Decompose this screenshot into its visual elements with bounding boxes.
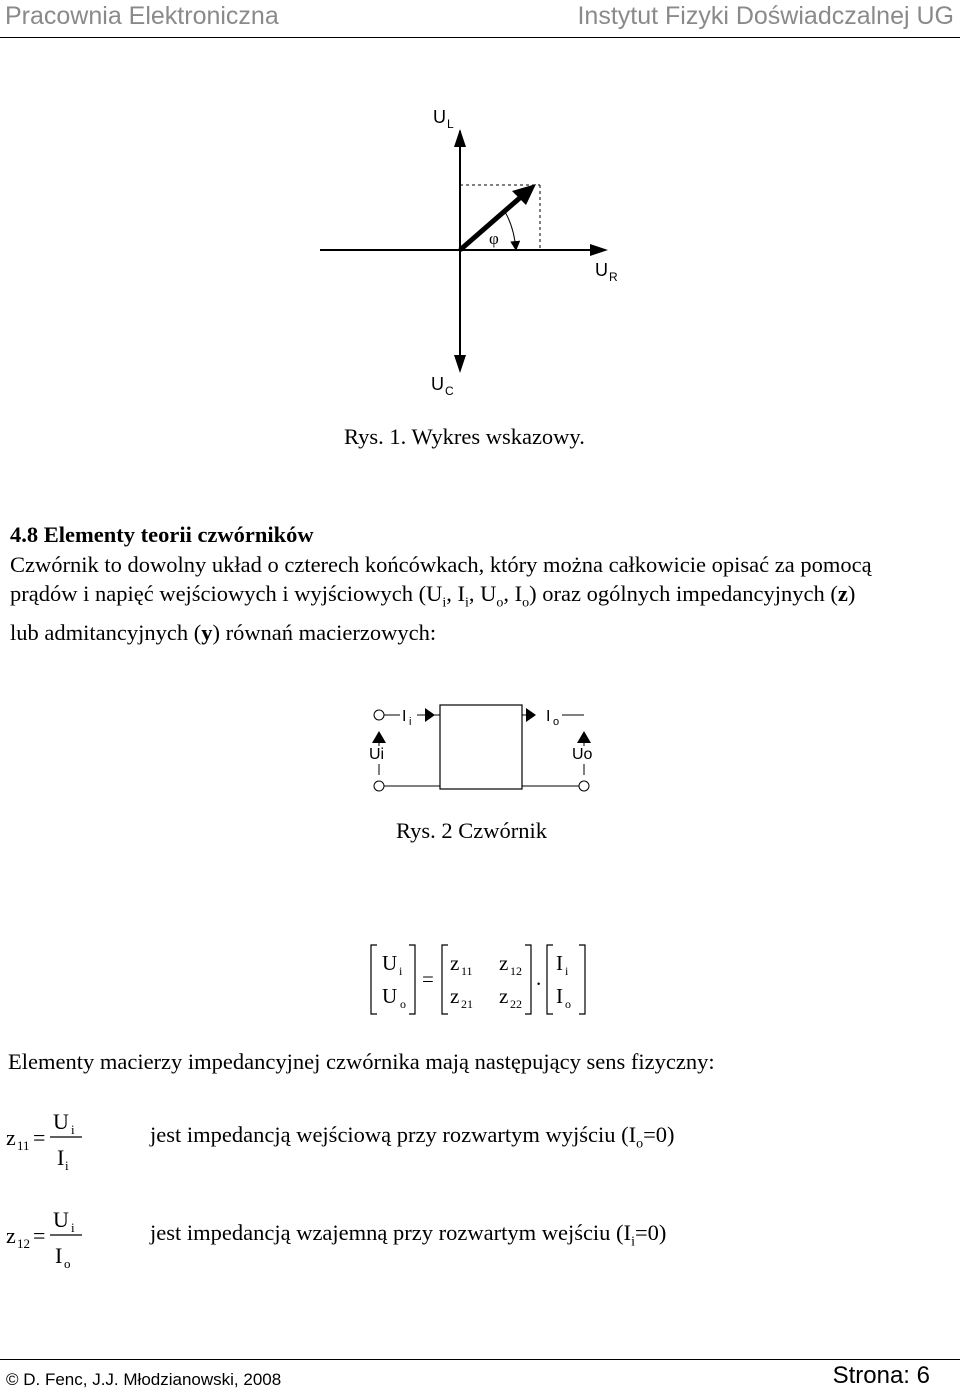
quadripole-diagram (360, 695, 600, 800)
input-terminal-bottom (374, 781, 384, 791)
svg-text:z: z (6, 1125, 16, 1150)
matrix-equation (365, 940, 595, 1020)
svg-text:I: I (55, 1243, 63, 1268)
ii-label-sub: i (409, 716, 412, 728)
z11: z (450, 951, 460, 975)
matrix-dot: . (536, 966, 542, 990)
svg-text:U: U (53, 1109, 69, 1134)
ui-label: Ui (369, 746, 385, 763)
svg-text:=: = (33, 1125, 46, 1150)
svg-text:i: i (71, 1122, 75, 1137)
svg-text:i: i (565, 964, 569, 978)
header-rule (0, 37, 960, 38)
svg-text:o: o (64, 1256, 71, 1271)
uc-label: U (431, 374, 444, 394)
paragraph-line-1: Czwórnik to dowolny układ o czterech końcówkach, który można całkowicie opisać za pomocą (10, 551, 872, 577)
ur-label: U (595, 260, 608, 280)
phi-label: φ (489, 229, 499, 248)
rhs-io: I (556, 984, 563, 1008)
z12-description: jest impedancją wzajemną przy rozwartym wejściu $(I_i=0)$ (150, 1220, 667, 1250)
lhs-uo: U (382, 984, 398, 1008)
sense-line: Elementy macierzy impedancyjnej czwórnika mają następujący sens fizyczny: (8, 1049, 715, 1074)
figure-1-caption: Rys. 1. Wykres wskazowy. (344, 424, 585, 449)
svg-text:11: 11 (17, 1138, 30, 1153)
ul-label-sub: L (447, 117, 454, 131)
output-terminal-bottom (579, 781, 589, 791)
ur-label-sub: R (609, 270, 618, 284)
io-label-sub: o (553, 716, 560, 728)
z22: z (499, 984, 509, 1008)
quadripole-box (440, 705, 522, 789)
ii-current-arrow (425, 708, 435, 722)
matrix-equals: = (422, 967, 434, 991)
lhs-ui: U (382, 951, 398, 975)
section-title: 4.8 Elementy teorii czwórników (10, 522, 314, 547)
svg-text:12: 12 (17, 1236, 30, 1251)
uc-label-sub: C (445, 384, 454, 398)
ul-label: U (433, 107, 446, 127)
svg-text:z: z (6, 1223, 16, 1248)
svg-text:i: i (65, 1158, 69, 1173)
ur-arrowhead (590, 244, 608, 256)
ii-label: I (402, 708, 407, 725)
phasor-diagram (300, 95, 660, 415)
section-4-8 (10, 520, 950, 648)
io-current-arrow (526, 708, 536, 722)
svg-text:12: 12 (510, 964, 522, 978)
z11-description: jest impedancją wejściową przy rozwartym wyjściu $(I_o=0)$ (150, 1122, 675, 1152)
header-left-title: Pracownia Elektroniczna (5, 2, 279, 30)
ul-arrowhead (454, 129, 466, 147)
footer-page-number: Strona: 6 (832, 1362, 930, 1389)
svg-text:22: 22 (510, 997, 522, 1011)
svg-text:i: i (71, 1220, 75, 1235)
svg-text:=: = (33, 1223, 46, 1248)
header-right-title: Instytut Fizyki Doświadczalnej UG (577, 2, 954, 30)
paragraph-line-2: prądów i napięć wejściowych i wyjściowych ($U_i$, $I_i$, $U_o$, $I_o$) oraz ogólnych impedancyjnych (z) (10, 581, 856, 611)
footer-rule (0, 1359, 960, 1360)
figure-2-caption: Rys. 2 Czwórnik (396, 818, 547, 843)
paragraph-line-3: lub admitancyjnych (y) równań macierzowych: (10, 620, 437, 645)
phi-arc (505, 212, 516, 250)
svg-text:o: o (400, 997, 406, 1011)
svg-text:i: i (399, 964, 403, 978)
io-label: I (546, 708, 551, 725)
z11-definition-formula (0, 1100, 100, 1180)
rhs-ii: I (556, 951, 563, 975)
z12-definition-formula (0, 1198, 100, 1278)
svg-text:I: I (57, 1145, 65, 1170)
uo-label: Uo (572, 746, 593, 763)
z12: z (499, 951, 509, 975)
footer-copyright: © D. Fenc, J.J. Młodzianowski, 2008 (6, 1370, 282, 1389)
svg-text:o: o (565, 997, 571, 1011)
svg-text:11: 11 (461, 964, 473, 978)
z21: z (450, 984, 460, 1008)
svg-text:U: U (53, 1207, 69, 1232)
input-terminal-top (374, 710, 384, 720)
svg-text:21: 21 (461, 997, 473, 1011)
uc-arrowhead (454, 355, 466, 373)
